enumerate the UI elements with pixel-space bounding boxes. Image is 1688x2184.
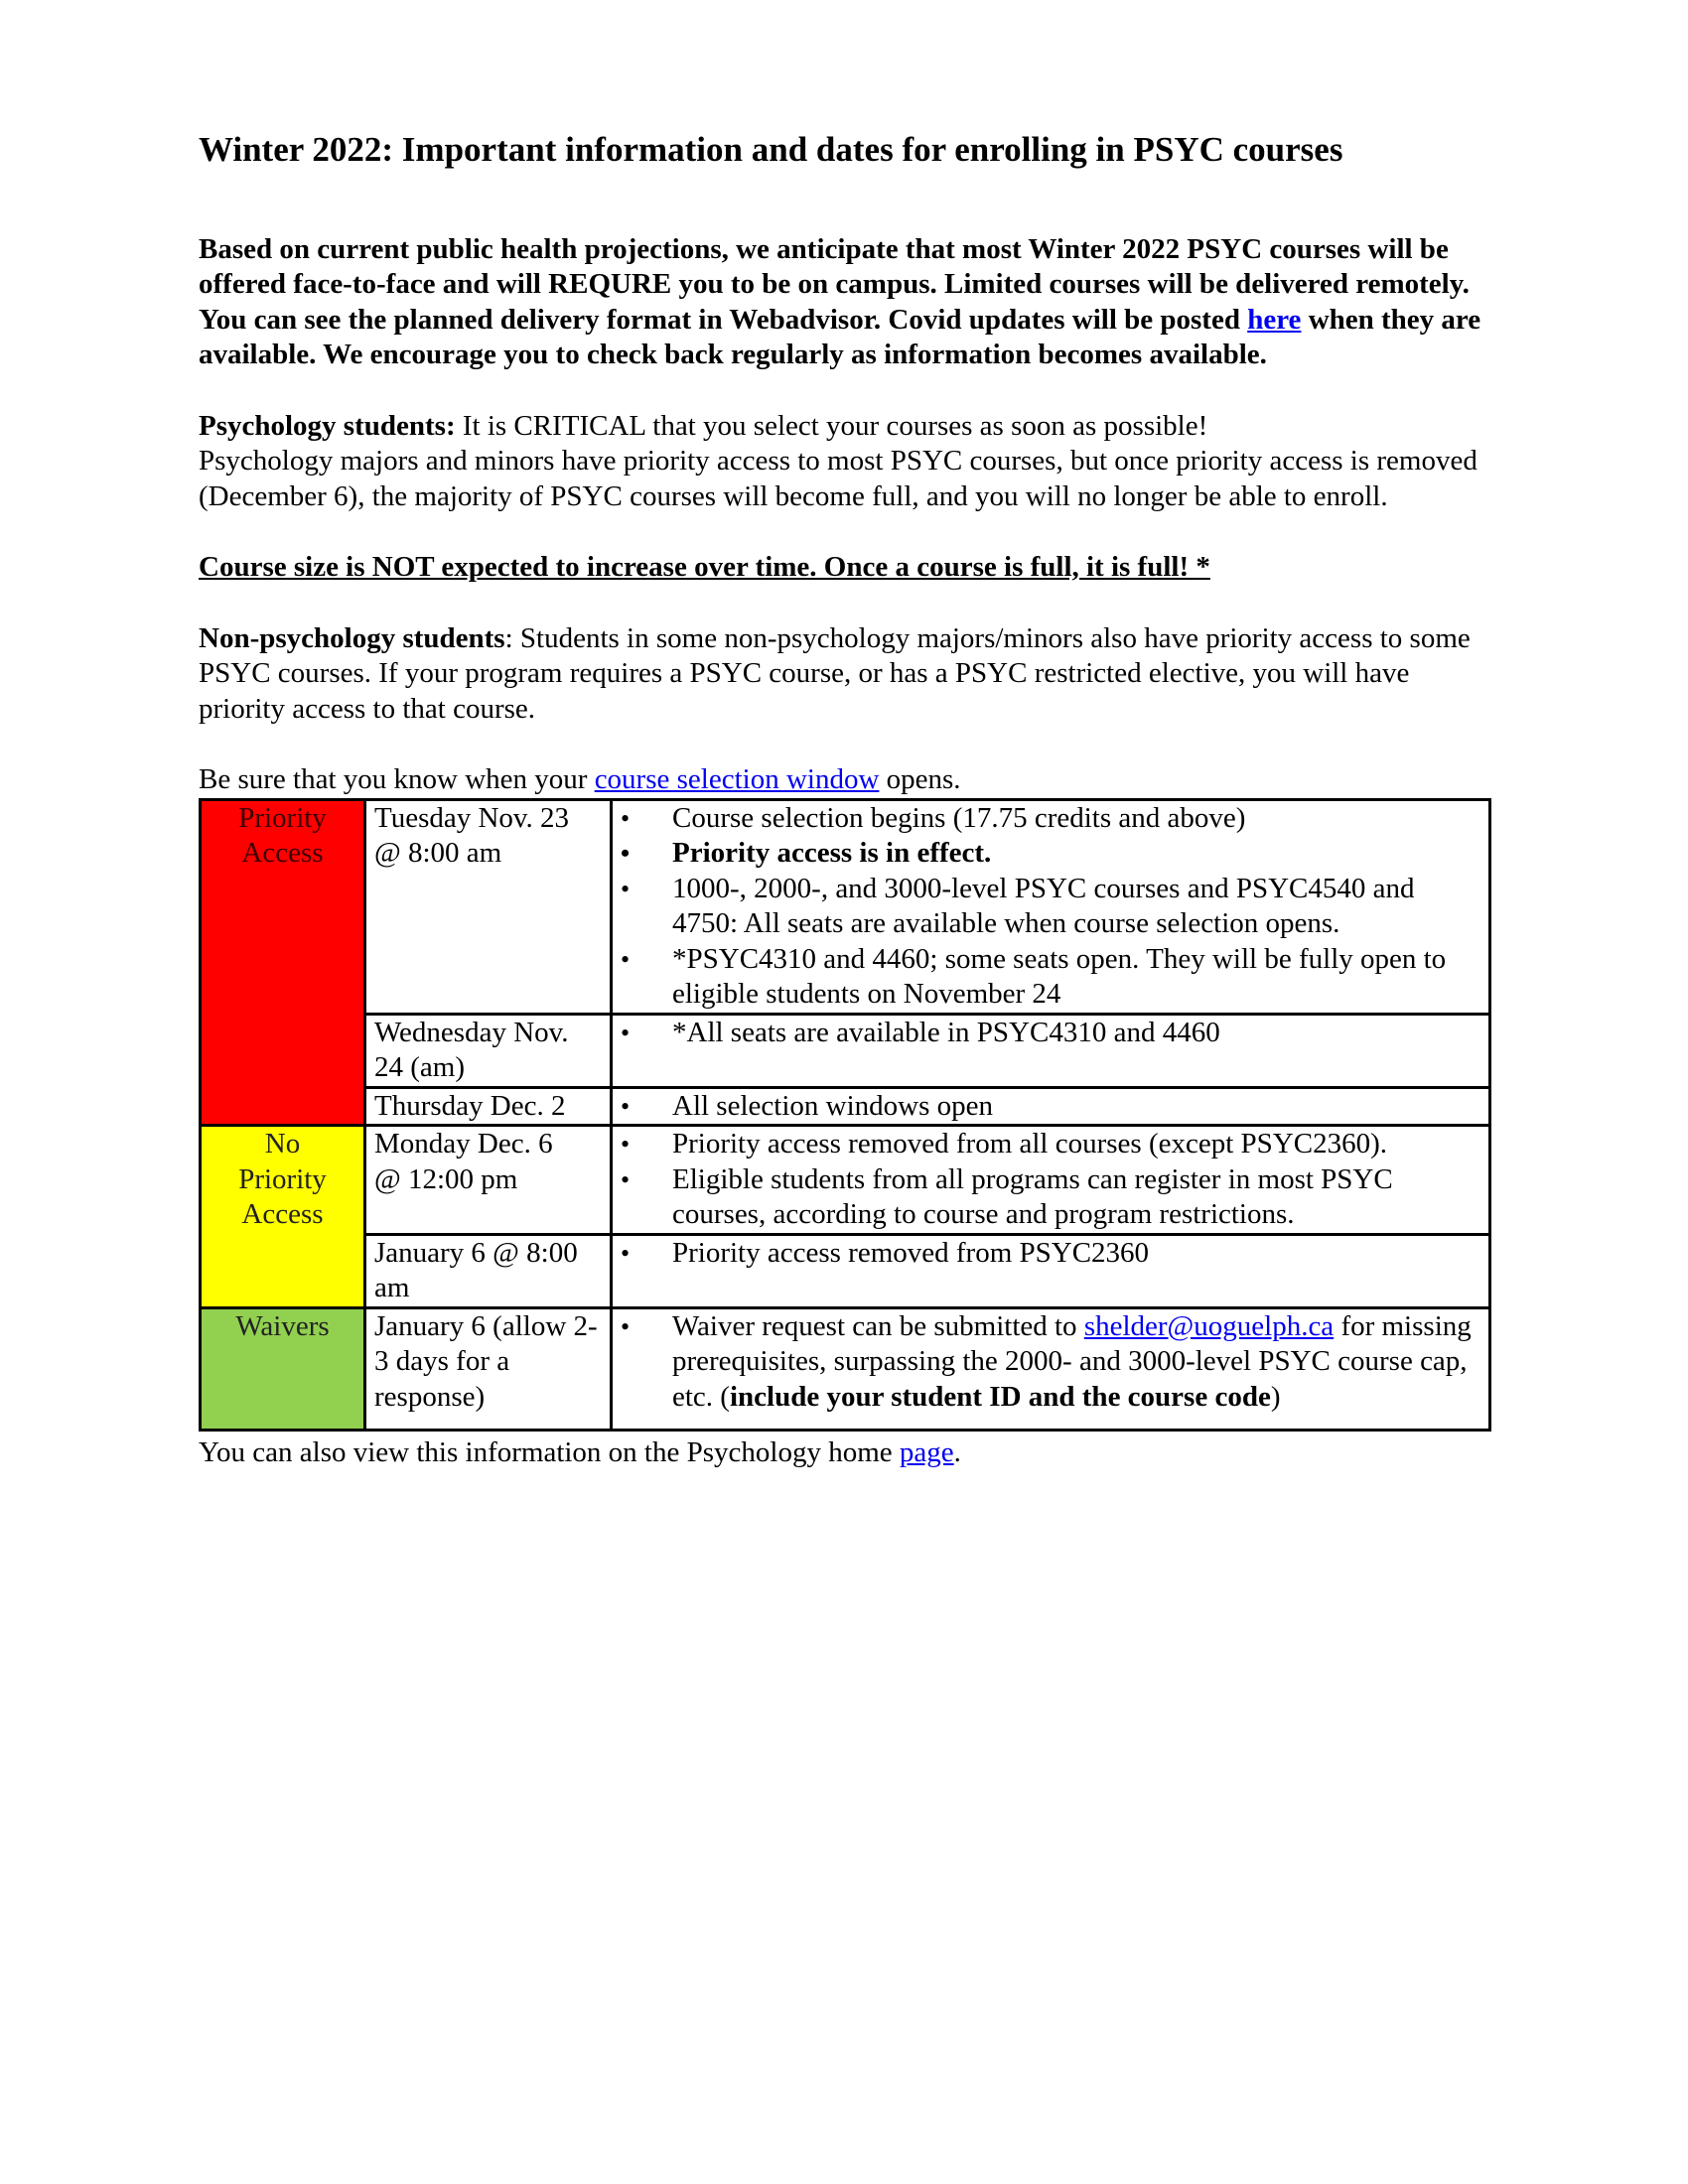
list-item: • *PSYC4310 and 4460; some seats open. They will be fully open to eligible students on November 24 (621, 942, 1480, 1013)
enrollment-schedule-table (199, 798, 1491, 1433)
details-list (621, 1089, 1480, 1125)
covid-updates-link[interactable]: here (1247, 303, 1302, 336)
date-cell: Thursday Dec. 2 (365, 1087, 612, 1126)
date-text: Tuesday Nov. 23 (374, 801, 570, 834)
date-cell (365, 1126, 612, 1235)
list-item: • Priority access removed from PSYC2360 (621, 1236, 1480, 1272)
non-psych-paragraph (199, 621, 1489, 728)
non-psych-lead: Non-psychology students (199, 621, 505, 654)
list-item: • Priority access is in effect. (621, 836, 1480, 872)
intro-text-end: when they are available. We encourage you to check back regularly as information becomes available. (199, 303, 1481, 370)
window-note-end: opens. (879, 763, 961, 795)
date-cell: January 6 (allow 2-3 days for a response) (365, 1307, 612, 1431)
table-row (201, 799, 1490, 1014)
footer-text-end: . (953, 1436, 961, 1468)
page-title: Winter 2022: Important information and dates for enrolling in PSYC courses (199, 130, 1343, 169)
details-cell (612, 1307, 1490, 1431)
waiver-text: Waiver request can be submitted to (672, 1309, 1084, 1342)
table-row (201, 1014, 1490, 1087)
phase-label: Access (241, 1198, 324, 1230)
list-item (621, 1309, 1480, 1416)
phase-label: Priority (238, 801, 327, 834)
details-list (621, 801, 1480, 1013)
waiver-email-link[interactable]: shelder@uoguelph.ca (1083, 1309, 1335, 1342)
waiver-bold-text: include your student ID and the course code (729, 1380, 1271, 1413)
list-item: • All selection windows open (621, 1089, 1480, 1125)
date-text: @ 12:00 pm (374, 1162, 518, 1195)
phase-no-priority-access (201, 1126, 365, 1308)
details-cell (612, 1087, 1490, 1126)
table-row (201, 1234, 1490, 1307)
phase-label: No (264, 1128, 301, 1160)
list-item: • *All seats are available in PSYC4310 and 4460 (621, 1016, 1480, 1051)
details-list (621, 1016, 1480, 1051)
window-note (199, 762, 1489, 798)
details-cell (612, 1126, 1490, 1235)
document-content (199, 127, 1489, 1471)
details-list (621, 1127, 1480, 1233)
details-cell (612, 1014, 1490, 1087)
table-row (201, 1307, 1490, 1431)
phase-priority-access (201, 799, 365, 1126)
psychology-home-page-link[interactable]: page (899, 1436, 954, 1468)
course-size-warning: Course size is NOT expected to increase over time. Once a course is full, it is full! * (199, 551, 1210, 583)
intro-paragraph (199, 232, 1489, 373)
date-text: Monday Dec. 6 (374, 1128, 553, 1160)
date-cell: January 6 @ 8:00 am (365, 1234, 612, 1307)
details-list (621, 1236, 1480, 1272)
psych-majors-paragraph: Psychology majors and minors have priority access to most PSYC courses, but once priority access is removed (December 6), the majority of PSYC courses will become full, and you will no longer be able to enroll. (199, 445, 1477, 512)
list-item: • Eligible students from all programs can register in most PSYC courses, according to course and program restrictions. (621, 1162, 1480, 1233)
date-cell: Wednesday Nov. 24 (am) (365, 1014, 612, 1087)
non-psych-text: : Students in some non-psychology majors/minors also have priority access to some PSYC courses. If your program requires a PSYC course, or has a PSYC restricted elective, you will have priority access to that course. (199, 621, 1471, 725)
table-row (201, 1087, 1490, 1126)
details-cell (612, 1234, 1490, 1307)
psych-students-paragraph (199, 409, 1489, 445)
phase-label: Access (241, 837, 324, 869)
psych-students-text: It is CRITICAL that you select your courses as soon as possible! (455, 409, 1208, 442)
waiver-text: ) (1270, 1380, 1281, 1413)
intro-text: Based on current public health projections, we anticipate that most Winter 2022 PSYC courses will be offered face-to-face and will REQURE you to be on campus. Limited courses will be delivered remotely. You can see the planned delivery format in Webadvisor. Covid updates will be posted (199, 232, 1470, 336)
table-row (201, 1126, 1490, 1235)
date-cell (365, 799, 612, 1014)
waiver-text: for missing prerequisites, surpassing the 2000- and 3000-level PSYC course cap, etc. ( (672, 1309, 1472, 1413)
footer-note (199, 1435, 1489, 1471)
list-item: • Course selection begins (17.75 credits and above) (621, 801, 1480, 837)
course-selection-window-link[interactable]: course selection window (594, 763, 880, 795)
list-item: • Priority access removed from all courses (except PSYC2360). (621, 1127, 1480, 1162)
phase-label: Priority (238, 1162, 327, 1195)
date-text: @ 8:00 am (374, 837, 502, 869)
list-item: • 1000-, 2000-, and 3000-level PSYC courses and PSYC4540 and 4750: All seats are available when course selection opens. (621, 872, 1480, 942)
window-note-text: Be sure that you know when your (199, 763, 595, 795)
footer-text: You can also view this information on the Psychology home (199, 1436, 900, 1468)
details-cell (612, 799, 1490, 1014)
psych-students-lead: Psychology students: (199, 409, 456, 442)
details-list (621, 1309, 1480, 1416)
phase-waivers: Waivers (201, 1307, 365, 1431)
